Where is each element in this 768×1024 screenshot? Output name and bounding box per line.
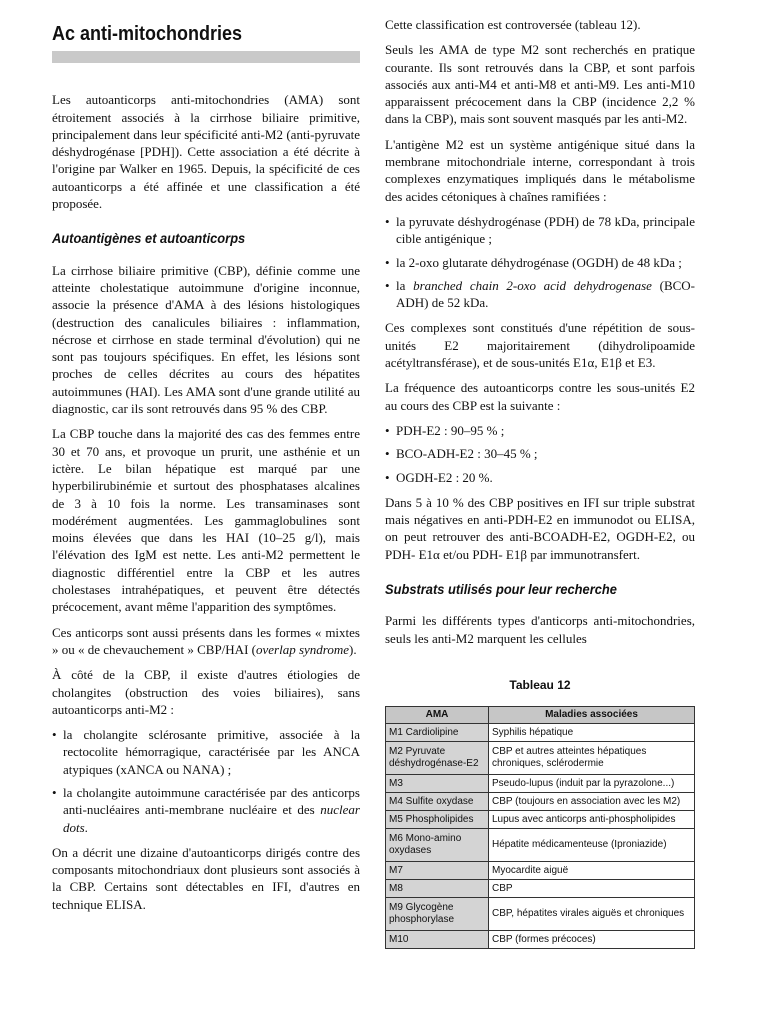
table-row — [386, 862, 695, 880]
paragraph-subunits: Ces complexes sont constitués d'une répétition de sous-unités E2 majoritairement (dihydrolipoamide acétyltransférase), et de sous-unités E1α, E1β et E3. — [385, 320, 695, 371]
paragraph-m2-antigen: L'antigène M2 est un système antigénique situé dans la membrane mitochondriale interne, correspondant à trois complexes enzymatiques impliqués dans le métabolisme des acides cétoniques à chaînes ramifiées : — [385, 136, 695, 204]
list-item: • PDH-E2 : 90–95 % ; — [385, 422, 695, 439]
page-title: Ac anti-mitochondries — [52, 23, 243, 45]
table-row — [386, 931, 695, 949]
table-title: Tableau 12 — [509, 677, 571, 692]
maladies-cell: Lupus avec anticorps anti-phospholipides — [489, 811, 695, 829]
table-row — [386, 880, 695, 898]
table-header-row — [386, 707, 695, 724]
right-column — [385, 0, 695, 949]
maladies-cell: Syphilis hépatique — [489, 724, 695, 742]
table-row — [386, 724, 695, 742]
list-item: • BCO-ADH-E2 : 30–45 % ; — [385, 445, 695, 462]
table-row — [386, 775, 695, 793]
section-heading-autoantigenes: Autoantigènes et autoanticorps — [52, 230, 246, 247]
left-column — [52, 0, 360, 921]
paragraph-autoanticorps: On a décrit une dizaine d'autoanticorps dirigés contre des composants mitochondriaux dont plusieurs sont associés à la CBP. Certains sont détectables en IFI, d'autres en technique ELISA. — [52, 844, 360, 912]
ama-cell: M8 — [386, 880, 489, 898]
ama-cell: M7 — [386, 862, 489, 880]
table-header-maladies: Maladies associées — [489, 707, 695, 724]
ama-cell: M9 Glycogène phosphorylase — [386, 898, 489, 931]
intro-paragraph: Les autoanticorps anti-mitochondries (AMA) sont étroitement associés à la cirrhose biliaire primitive, principalement dans leur spécificité anti-M2 (anti-pyruvate déshydrogénase [PDH]). Cette association a été décrite à l'origine par Walker en 1965. Depuis, la spécificité de ces autoanticorps a été affinée et une classification a été proposée. — [52, 92, 360, 212]
list-item: • la cholangite autoimmune caractérisée par des anticorps anti-nucléaires anti-membrane nucléaire et des nuclear dots. — [52, 784, 360, 836]
paragraph-immunotransfert: Dans 5 à 10 % des CBP positives en IFI sur triple substrat mais négatives en anti-PDH-E2 en immunodot ou ELISA, on peut retrouver des anti-BCOADH-E2, OGDH-E2, ou PDH- E1α et/ou PDH- E1β par immunotransfert. — [385, 494, 695, 562]
paragraph-other-cholangites: À côté de la CBP, il existe d'autres étiologies de cholangites (obstruction des voies biliaires), sans autoanticorps anti-M2 : — [52, 667, 360, 717]
maladies-cell: CBP (toujours en association avec les M2) — [489, 793, 695, 811]
maladies-cell: Hépatite médicamenteuse (Iproniazide) — [489, 829, 695, 862]
cholangite-list — [52, 726, 360, 836]
ama-cell: M5 Phospholipides — [386, 811, 489, 829]
frequency-list — [385, 422, 695, 486]
maladies-cell: Pseudo-lupus (induit par la pyrazolone...) — [489, 775, 695, 793]
paragraph-m2-practice: Seuls les AMA de type M2 sont recherchés en pratique courante. Ils sont retrouvés dans la CBP, et sont parfois associés aux anti-M4 et anti-M8 et anti-M9. Les anti-M10 apparaissent précocement dans la CBP (incidence 2,2 % dans la CBP), mais sont souvent masqués par les anti-M2. — [385, 42, 695, 127]
section-heading-substrats: Substrats utilisés pour leur recherche — [385, 581, 617, 598]
maladies-cell: CBP, hépatites virales aiguës et chroniques — [489, 898, 695, 931]
maladies-cell: CBP — [489, 880, 695, 898]
paragraph-cbp-clinical: La CBP touche dans la majorité des cas des femmes entre 30 et 70 ans, et provoque un prurit, une asthénie et un ictère. Le bilan hépatique est marqué par une hyperbilirubinémie et surtout des phosphatases alcalines de 3 à 10 fois la norme. Les transaminases sont modérément augmentées. Les gammaglobulines sont moins élevées que dans les HAI (10–25 g/l), mais l'élévation des IgM est nette. Les anti-M2 permettent le diagnostic différentiel entre la CBP et les autres cholestases intrahépatiques, et peuvent être détectés précocement, avant même l'apparition des symptômes. — [52, 426, 360, 615]
paragraph-cbp-definition: La cirrhose biliaire primitive (CBP), définie comme une atteinte cholestatique autoimmune d'origine inconnue, associe la présence d'AMA à des lésions histologiques (destruction des canalicules biliaires : inflammation, nécrose et cirrhose en stade terminal d'évolution) qui ne sont pas toujours spécifiques. En effet, les lésions sont proches de celles décrites au cours des hépatites autoimmunes (HAI). Les AMA sont d'une grande utilité au diagnostic, car ils sont retrouvés dans 95 % des CBP. — [52, 262, 360, 417]
list-item: • la pyruvate déshydrogénase (PDH) de 78 kDa, principale cible antigénique ; — [385, 213, 695, 248]
table-row — [386, 898, 695, 931]
ama-table — [385, 706, 695, 949]
list-item: • la branched chain 2-oxo acid dehydrogenase (BCO-ADH) de 52 kDa. — [385, 277, 695, 312]
paragraph-substrats: Parmi les différents types d'anticorps anti-mitochondries, seuls les anti-M2 marquent les cellules — [385, 613, 695, 646]
paragraph-classification: Cette classification est controversée (tableau 12). — [385, 17, 641, 32]
list-item: • la cholangite sclérosante primitive, associée à la rectocolite hémorragique, caractérisée par les ANCA atypiques (xANCA ou NANA) ; — [52, 726, 360, 778]
title-underline-bar — [52, 51, 360, 63]
ama-cell: M10 — [386, 931, 489, 949]
table-row — [386, 811, 695, 829]
maladies-cell: CBP (formes précoces) — [489, 931, 695, 949]
maladies-cell: CBP et autres atteintes hépatiques chroniques, sclérodermie — [489, 742, 695, 775]
paragraph-frequency: La fréquence des autoanticorps contre les sous-unités E2 au cours des CBP est la suivante : — [385, 380, 695, 413]
enzyme-complex-list — [385, 213, 695, 311]
ama-cell: M1 Cardiolipine — [386, 724, 489, 742]
list-item: • OGDH-E2 : 20 %. — [385, 469, 695, 486]
list-item: • la 2-oxo glutarate déhydrogénase (OGDH) de 48 kDa ; — [385, 254, 695, 271]
table-header-ama: AMA — [386, 707, 489, 724]
ama-cell: M3 — [386, 775, 489, 793]
ama-cell: M2 Pyruvate déshydrogénase-E2 — [386, 742, 489, 775]
table-row — [386, 829, 695, 862]
maladies-cell: Myocardite aiguë — [489, 862, 695, 880]
ama-cell: M6 Mono-amino oxydases — [386, 829, 489, 862]
paragraph-overlap: Ces anticorps sont aussi présents dans les formes « mixtes » ou « de chevauchement » CBP/HAI (overlap syndrome). — [52, 624, 360, 657]
ama-cell: M4 Sulfite oxydase — [386, 793, 489, 811]
table-row — [386, 742, 695, 775]
table-row — [386, 793, 695, 811]
